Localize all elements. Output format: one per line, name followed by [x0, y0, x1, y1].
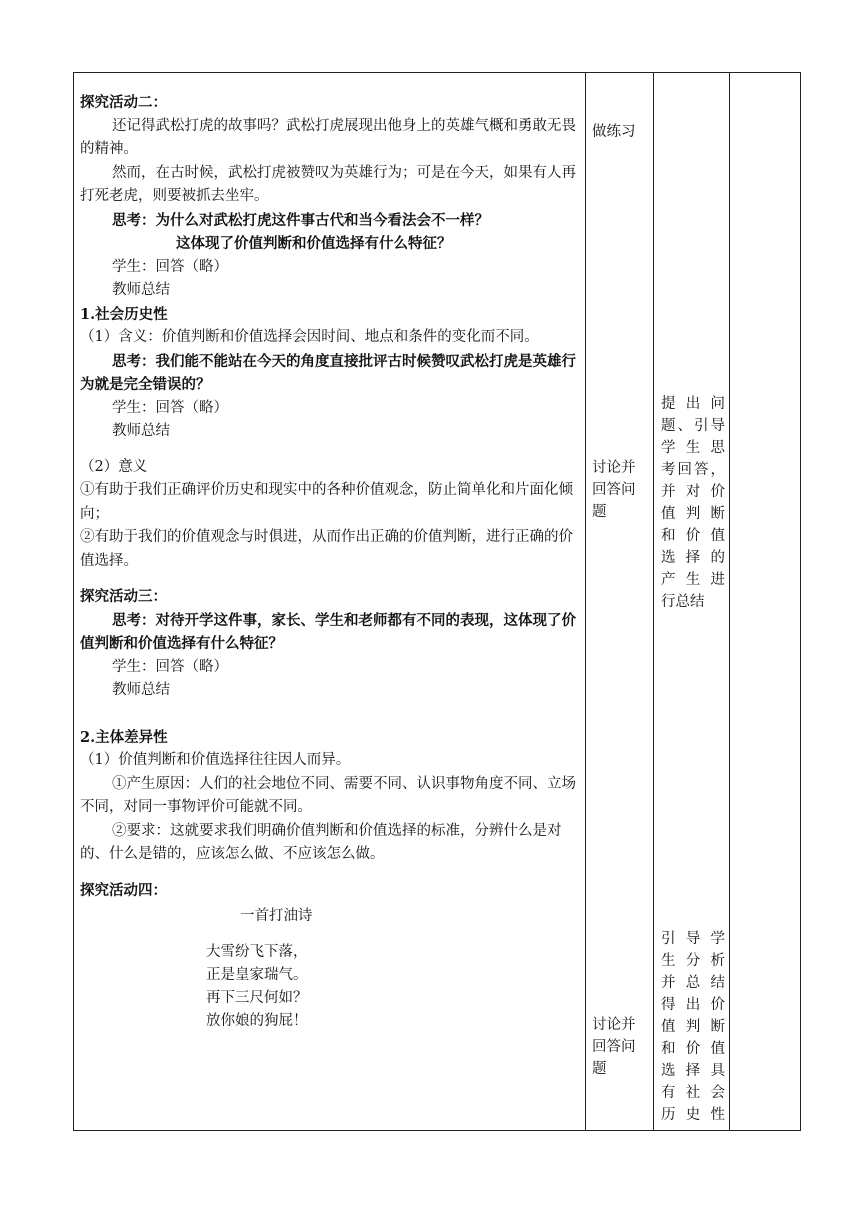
content-line: 大雪纷飞下落， — [206, 943, 308, 960]
content-line: 教师总结 — [112, 423, 170, 439]
content-line: 一首打油诗 — [240, 908, 313, 924]
column-divider — [653, 73, 654, 1130]
activity-line: 题 — [592, 504, 607, 520]
content-line: 教师总结 — [112, 282, 170, 298]
design-intent-1 — [661, 393, 725, 613]
content-line: ②要求：这就要求我们明确价值判断和价值选择的标准，分辨什么是对的、什么是错的，应该怎么做、不应该怎么做。 — [80, 822, 562, 862]
content-line: ①产生原因：人们的社会地位不同、需要不同、认识事物角度不同、立场不同，对同一事物评价可能就不同。 — [80, 775, 576, 815]
content-line: 思考：对待开学这件事，家长、学生和老师都有不同的表现，这体现了价值判断和价值选择有什么特征？ — [80, 611, 576, 652]
content-line: ②有助于我们的价值观念与时俱进，从而作出正确的价值判断，进行正确的价值选择。 — [80, 529, 573, 569]
content-line: 思考：为什么对武松打虎这件事古代和当今看法会不一样？ — [112, 211, 489, 229]
content-line: 1.社会历史性 — [80, 305, 168, 323]
intent-line: 和价值 — [661, 528, 725, 544]
intent-line: 考回答， — [661, 462, 725, 478]
content-line: 教师总结 — [112, 682, 170, 698]
content-line: 学生：回答（略） — [112, 258, 228, 275]
content-line: （2）意义 — [80, 458, 148, 475]
intent-line: 引导学 — [661, 931, 725, 947]
activity-text: 做练习 — [592, 124, 636, 140]
spacer — [80, 703, 580, 726]
content-line: 还记得武松打虎的故事吗？武松打虎展现出他身上的英雄气概和勇敢无畏的精神。 — [80, 117, 576, 157]
content-line: 这体现了价值判断和价值选择有什么特征？ — [176, 235, 452, 252]
intent-line: 和价值 — [661, 1041, 725, 1057]
content-line: 探究活动二： — [80, 94, 167, 111]
intent-line: 历史性 — [661, 1107, 725, 1123]
content-line: 探究活动三： — [80, 588, 167, 605]
intent-line: 并对价 — [661, 484, 725, 500]
content-line: 探究活动四： — [80, 881, 167, 899]
intent-line: 得出价 — [661, 997, 725, 1013]
content-line: （1）价值判断和价值选择往往因人而异。 — [80, 752, 351, 768]
intent-line: 产生进 — [661, 572, 725, 588]
content-line: 再下三尺何如？ — [206, 989, 308, 1006]
content-line: 学生：回答（略） — [112, 399, 228, 416]
intent-line: 值判断 — [661, 506, 725, 522]
activity-line: 回答问 — [592, 1039, 636, 1055]
intent-line: 提出问 — [661, 396, 725, 412]
lesson-table — [73, 72, 801, 1131]
student-activity-2 — [592, 457, 654, 523]
spacer — [80, 444, 580, 456]
column-divider — [585, 73, 586, 1130]
intent-line: 学生思 — [661, 440, 725, 456]
column-divider — [729, 73, 730, 1130]
spacer — [80, 573, 580, 585]
spacer — [80, 929, 580, 941]
content-line: 思考：我们能不能站在今天的角度直接批评古时候赞叹武松打虎是英雄行为就是完全错误的？ — [80, 352, 576, 393]
design-intent-2 — [661, 928, 725, 1126]
content-line: 放你娘的狗屁！ — [206, 1012, 308, 1029]
intent-line: 有社会 — [661, 1085, 725, 1101]
student-activity-1 — [592, 121, 654, 143]
content-line: ①有助于我们正确评价历史和现实中的各种价值观念，防止简单化和片面化倾向； — [80, 482, 573, 522]
intent-line: 值判断 — [661, 1019, 725, 1035]
activity-line: 回答问 — [592, 482, 636, 498]
intent-line: 行总结 — [661, 594, 705, 610]
student-activity-3 — [592, 1014, 654, 1080]
intent-line: 并总结 — [661, 975, 725, 991]
intent-line: 选择具 — [661, 1063, 725, 1079]
teaching-content-cell — [80, 91, 580, 1033]
activity-line: 讨论并 — [592, 1017, 636, 1033]
content-line: 然而，在古时候，武松打虎被赞叹为英雄行为；可是在今天，如果有人再打死老虎，则要被抓去坐牢。 — [80, 164, 576, 204]
content-line: 2.主体差异性 — [80, 728, 168, 746]
content-line: （1）含义：价值判断和价值选择会因时间、地点和条件的变化而不同。 — [80, 329, 539, 345]
activity-line: 讨论并 — [592, 460, 636, 476]
intent-line: 生分析 — [661, 953, 725, 969]
intent-line: 选择的 — [661, 550, 725, 566]
intent-line: 题、引导 — [661, 418, 725, 434]
content-line: 正是皇家瑞气。 — [206, 966, 308, 983]
spacer — [80, 867, 580, 879]
activity-line: 题 — [592, 1061, 607, 1077]
content-line: 学生：回答（略） — [112, 658, 228, 675]
